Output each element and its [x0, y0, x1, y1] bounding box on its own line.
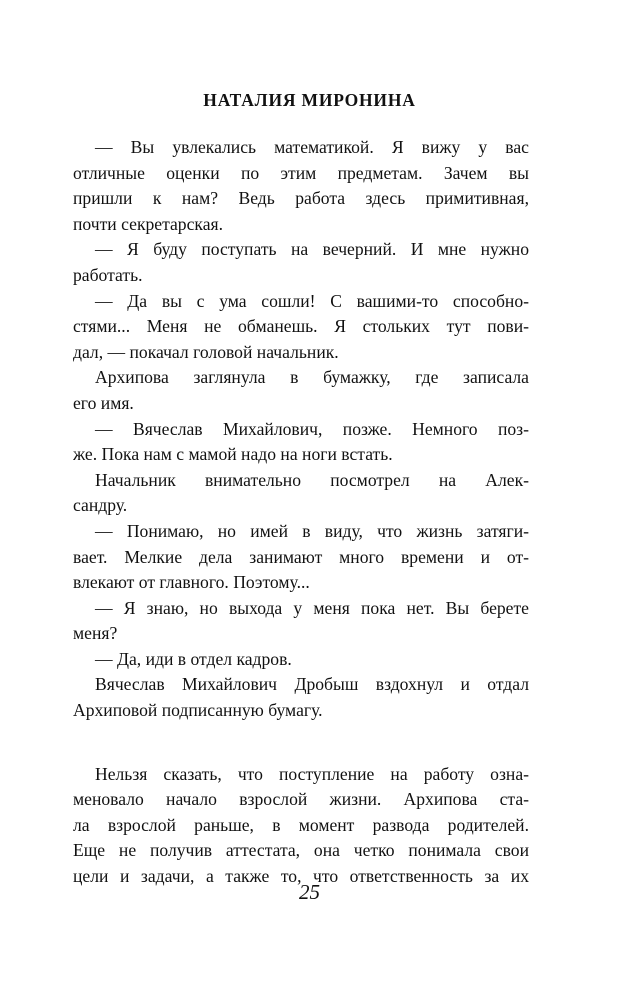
text-line: Архиповой подписанную бумагу. [73, 700, 323, 721]
text-line: — Да, иди в отдел кадров. [95, 648, 292, 669]
text-line: — Я буду поступать на вечерний. И мне нужно [95, 239, 529, 260]
text-line: вает. Мелкие дела занимают много времени и от- [73, 546, 529, 567]
text-line: ла взрослой раньше, в момент развода родителей. [73, 814, 529, 835]
text-line: Вячеслав Михайлович Дробыш вздохнул и отдал [95, 674, 529, 695]
text-line: — Вячеслав Михайлович, позже. Немного поз- [95, 418, 529, 439]
text-line: стями... Меня не обманешь. Я стольких тут пови- [73, 316, 529, 337]
text-line: его имя. [73, 392, 134, 413]
text-line: Еще не получив аттестата, она четко понимала свои [73, 840, 529, 861]
text-line: дал, — покачал головой начальник. [73, 341, 339, 362]
text-line: работать. [73, 264, 143, 285]
passage-before-break [73, 135, 529, 724]
text-line: — Вы увлекались математикой. Я вижу у вас [95, 137, 529, 157]
text-line: Начальник внимательно посмотрел на Алек- [95, 469, 529, 490]
text-line: меня? [73, 623, 118, 644]
text-line: — Понимаю, но имей в виду, что жизнь затяги- [95, 520, 529, 541]
passage-after-break [73, 762, 529, 890]
text-line: цели и задачи, а также то, что ответственность за их [73, 866, 529, 887]
text-line: меновало начало взрослой жизни. Архипова ста- [73, 789, 529, 810]
text-line: Нельзя сказать, что поступление на работу озна- [95, 763, 529, 784]
text-line: отличные оценки по этим предметам. Зачем вы [73, 162, 529, 183]
text-line: сандру. [73, 495, 128, 516]
text-line: почти секретарская. [73, 213, 223, 234]
page-number: 25 [299, 880, 320, 904]
text-line: влекают от главного. Поэтому... [73, 572, 310, 593]
running-head: НАТАЛИЯ МИРОНИНА [203, 90, 416, 110]
text-line: пришли к нам? Ведь работа здесь примитивная, [73, 188, 529, 209]
text-line: Архипова заглянула в бумажку, где записала [95, 367, 529, 388]
section-break [73, 724, 529, 762]
text-line: же. Пока нам с мамой надо на ноги встать. [73, 444, 393, 465]
text-line: — Да вы с ума сошли! С вашими-то способно- [95, 290, 529, 311]
body-text [73, 135, 529, 890]
text-line: — Я знаю, но выхода у меня пока нет. Вы берете [95, 597, 529, 618]
